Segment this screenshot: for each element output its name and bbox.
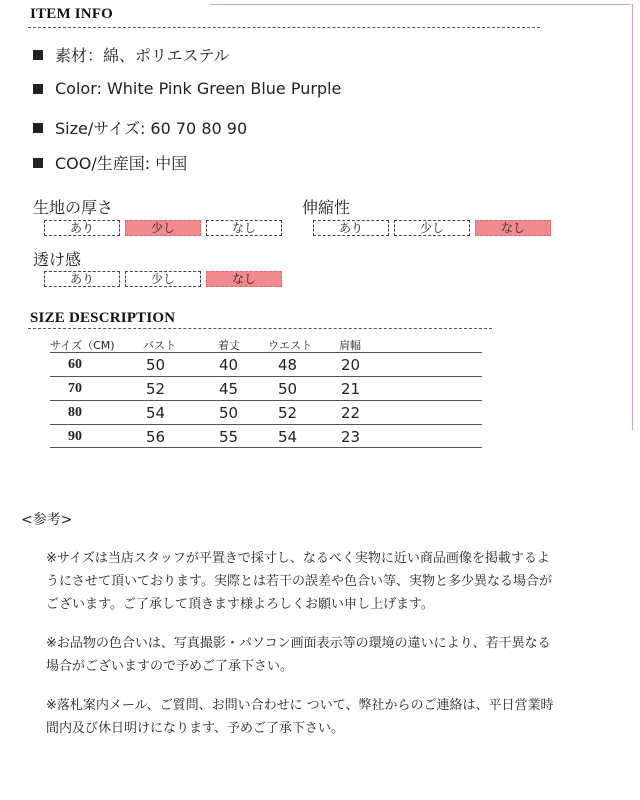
spec-coo xyxy=(33,151,187,174)
table-header-line xyxy=(50,352,482,353)
spec-size xyxy=(33,116,247,139)
size-description-divider xyxy=(28,328,492,329)
table-cell-shoulder: 23 xyxy=(341,428,361,446)
table-cell-length: 55 xyxy=(219,428,239,446)
table-cell-length: 50 xyxy=(219,404,239,422)
reference-note-contact xyxy=(46,694,566,740)
header-bust: バスト xyxy=(143,339,176,352)
note-line: ※落札案内メール、ご質問、お問い合わせに ついて、弊社からのご連絡は、平日営業時 xyxy=(46,698,554,713)
spec-color xyxy=(33,79,341,98)
note-line: ございます。ご了承して頂きます様よろしくお願い申し上げます。 xyxy=(46,597,434,612)
spec-coo-text: COO/生産国: 中国 xyxy=(55,154,188,173)
size-description-title: SIZE DESCRIPTION xyxy=(30,310,176,326)
bullet-square-icon xyxy=(33,50,43,60)
header-waist: ウエスト xyxy=(268,339,312,352)
spec-size-text: Size/サイズ: 60 70 80 90 xyxy=(55,119,248,138)
spec-material xyxy=(33,43,230,66)
table-cell-size: 60 xyxy=(68,357,82,372)
bullet-square-icon xyxy=(33,123,43,133)
spec-material-text: 素材：綿、ポリエステル xyxy=(55,46,230,65)
decorative-frame-top-line xyxy=(210,4,630,5)
spec-color-text: Color: White Pink Green Blue Purple xyxy=(55,79,342,98)
item-info-divider xyxy=(28,27,540,28)
stretch-option-ari: あり xyxy=(313,220,389,236)
note-line: ※サイズは当店スタッフが平置きで採寸し、なるべく実物に近い商品画像を掲載するよ xyxy=(46,551,550,566)
bullet-square-icon xyxy=(33,84,43,94)
table-cell-length: 40 xyxy=(219,356,239,374)
table-cell-waist: 50 xyxy=(278,380,298,398)
stretch-option-sukoshi: 少し xyxy=(394,220,470,236)
table-cell-waist: 54 xyxy=(278,428,298,446)
table-cell-size: 70 xyxy=(68,381,82,396)
thickness-label: 生地の厚さ xyxy=(33,198,114,217)
thickness-option-sukoshi: 少し xyxy=(125,220,201,236)
table-cell-shoulder: 21 xyxy=(341,380,361,398)
table-row-line xyxy=(50,424,482,425)
table-cell-bust: 50 xyxy=(146,356,166,374)
table-cell-waist: 52 xyxy=(278,404,298,422)
table-cell-bust: 54 xyxy=(146,404,166,422)
reference-note-color xyxy=(46,632,566,678)
table-row-line xyxy=(50,376,482,377)
table-cell-bust: 56 xyxy=(146,428,166,446)
stretch-option-nashi: なし xyxy=(475,220,551,236)
table-cell-waist: 48 xyxy=(278,356,298,374)
sheer-label: 透け感 xyxy=(33,250,82,269)
table-cell-length: 45 xyxy=(219,380,239,398)
header-length: 着丈 xyxy=(218,339,240,352)
note-line: うにさせて頂いております。実際とは若干の誤差や色合い等、実物と多少異なる場合が xyxy=(46,574,552,589)
table-cell-shoulder: 22 xyxy=(341,404,361,422)
stretch-label: 伸縮性 xyxy=(302,198,351,217)
table-cell-bust: 52 xyxy=(146,380,166,398)
header-shoulder: 肩幅 xyxy=(339,339,361,352)
thickness-option-nashi: なし xyxy=(206,220,282,236)
note-line: ※お品物の色合いは、写真撮影・パソコン画面表示等の環境の違いにより、若干異なる xyxy=(46,636,551,651)
sheer-option-sukoshi: 少し xyxy=(125,271,201,287)
sheer-option-ari: あり xyxy=(44,271,120,287)
note-line: 場合がございますので予めご了承下さい。 xyxy=(46,659,294,674)
table-cell-shoulder: 20 xyxy=(341,356,361,374)
table-cell-size: 90 xyxy=(68,429,82,444)
sheer-option-nashi: なし xyxy=(206,271,282,287)
decorative-frame-right-line xyxy=(632,4,633,430)
header-size: サイズ（CM) xyxy=(50,339,115,352)
reference-note-sizing xyxy=(46,547,566,616)
thickness-option-ari: あり xyxy=(44,220,120,236)
bullet-square-icon xyxy=(33,158,43,168)
reference-title: <参考> xyxy=(21,512,73,528)
table-cell-size: 80 xyxy=(68,405,82,420)
item-info-title: ITEM INFO xyxy=(30,6,114,22)
table-row-line xyxy=(50,400,482,401)
note-line: 間内及び休日明けになります、予めご了承下さい。 xyxy=(46,721,344,736)
table-row-line xyxy=(50,447,482,448)
